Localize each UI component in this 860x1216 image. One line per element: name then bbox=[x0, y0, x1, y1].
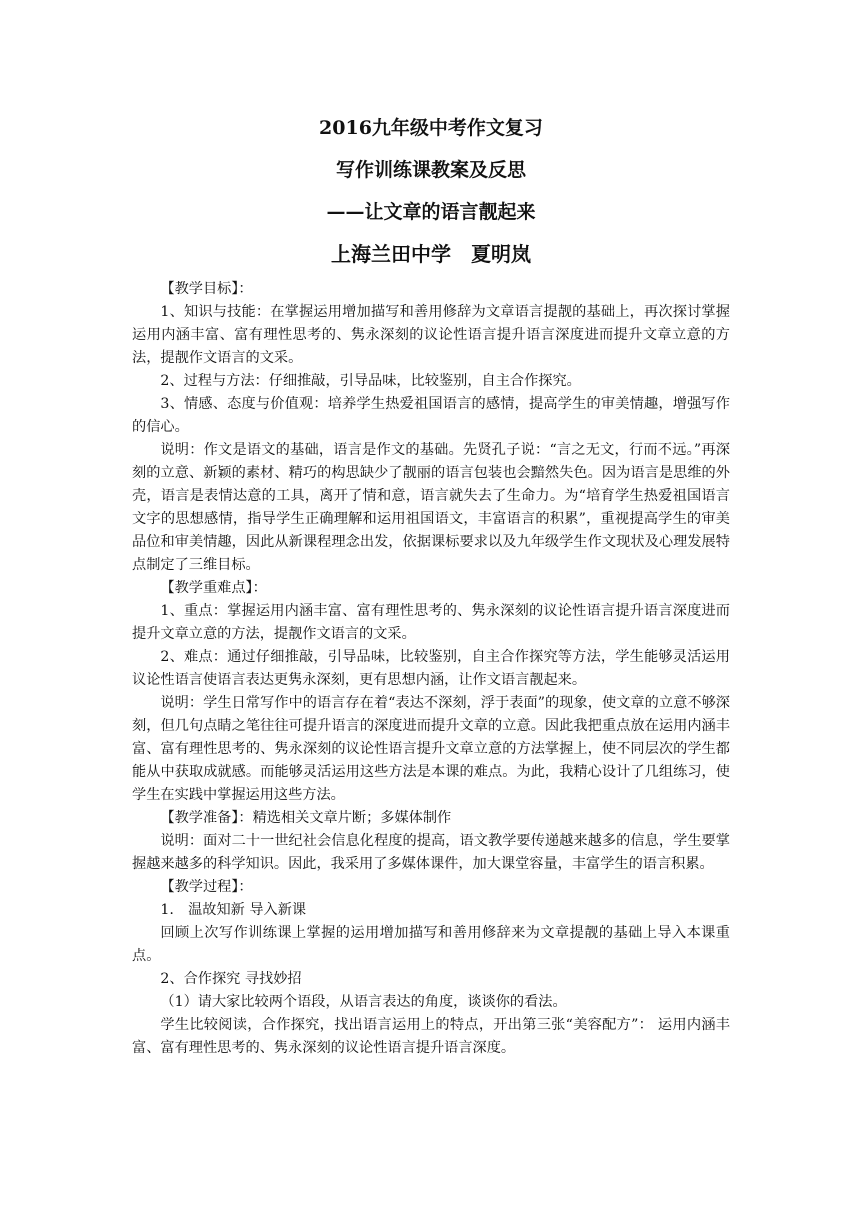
document-title: 2016九年级中考作文复习 bbox=[319, 117, 543, 139]
section-heading-preparation: 【教学准备】：精选相关文章片断；多媒体制作 bbox=[160, 810, 452, 826]
document-theme: ——让文章的语言靓起来 bbox=[326, 201, 536, 223]
list-item: 1. 温故知新 导入新课 bbox=[160, 902, 307, 918]
paragraph: 2、难点：通过仔细推敲，引导品味，比较鉴别，自主合作探究等方法，学生能够灵活运用议论性语言使语言表达更隽永深刻，更有思想内涵，让作文语言靓起来。 bbox=[132, 649, 730, 688]
title-block bbox=[132, 116, 730, 266]
paragraph: （1）请大家比较两个语段，从语言表达的角度，谈谈你的看法。 bbox=[160, 994, 567, 1010]
document-subtitle: 写作训练课教案及反思 bbox=[335, 159, 526, 181]
section-heading-objectives: 【教学目标】： bbox=[160, 281, 253, 297]
section-heading-process: 【教学过程】： bbox=[160, 879, 253, 895]
paragraph: 回顾上次写作训练课上掌握的运用增加描写和善用修辞来为文章提靓的基础上导入本课重点。 bbox=[132, 925, 730, 964]
paragraph: 2、过程与方法：仔细推敲，引导品味，比较鉴别，自主合作探究。 bbox=[160, 373, 581, 389]
paragraph: 学生比较阅读，合作探究，找出语言运用上的特点，开出第三张“美容配方”： 运用内涵丰富、富有理性思考的、隽永深刻的议论性语言提升语言深度。 bbox=[132, 1017, 730, 1056]
document-body bbox=[132, 278, 730, 1060]
paragraph: 1、重点：掌握运用内涵丰富、富有理性思考的、隽永深刻的议论性语言提升语言深度进而提升文章立意的方法，提靓作文语言的文采。 bbox=[132, 603, 730, 642]
document-author: 上海兰田中学 夏明岚 bbox=[331, 242, 531, 266]
paragraph: 说明：面对二十一世纪社会信息化程度的提高，语文教学要传递越来越多的信息，学生要掌握越来越多的科学知识。因此，我采用了多媒体课件，加大课堂容量，丰富学生的语言积累。 bbox=[132, 833, 730, 872]
list-item: 2、合作探究 寻找妙招 bbox=[160, 971, 302, 987]
paragraph: 说明：学生日常写作中的语言存在着“表达不深刻，浮于表面”的现象，使文章的立意不够深刻，但几句点睛之笔往往可提升语言的深度进而提升文章的立意。因此我把重点放在运用内涵丰富、富有理性思考的、隽永深刻的议论性语言提升文章立意的方法掌握上，使不同层次的学生都能从中获取成就感。而能够灵活运用这些方法是本课的难点。为此，我精心设计了几组练习，使学生在实践中掌握运用这些方法。 bbox=[132, 695, 730, 803]
section-heading-key-points: 【教学重难点】： bbox=[160, 580, 267, 596]
paragraph: 说明：作文是语文的基础，语言是作文的基础。先贤孔子说：“言之无文，行而不远。”再深刻的立意、新颖的素材、精巧的构思缺少了靓丽的语言包装也会黯然失色。因为语言是思维的外壳，语言是表情达意的工具，离开了情和意，语言就失去了生命力。为“培育学生热爱祖国语言文字的思想感情，指导学生正确理解和运用祖国语文，丰富语言的积累”，重视提高学生的审美品位和审美情趣，因此从新课程理念出发，依据课标要求以及九年级学生作文现状及心理发展特点制定了三维目标。 bbox=[132, 442, 730, 573]
paragraph: 3、情感、态度与价值观：培养学生热爱祖国语言的感情，提高学生的审美情趣，增强写作的信心。 bbox=[132, 396, 730, 435]
paragraph: 1、知识与技能：在掌握运用增加描写和善用修辞为文章语言提靓的基础上，再次探讨掌握运用内涵丰富、富有理性思考的、隽永深刻的议论性语言提升语言深度进而提升文章立意的方法，提靓作文语言的文采。 bbox=[132, 304, 730, 366]
